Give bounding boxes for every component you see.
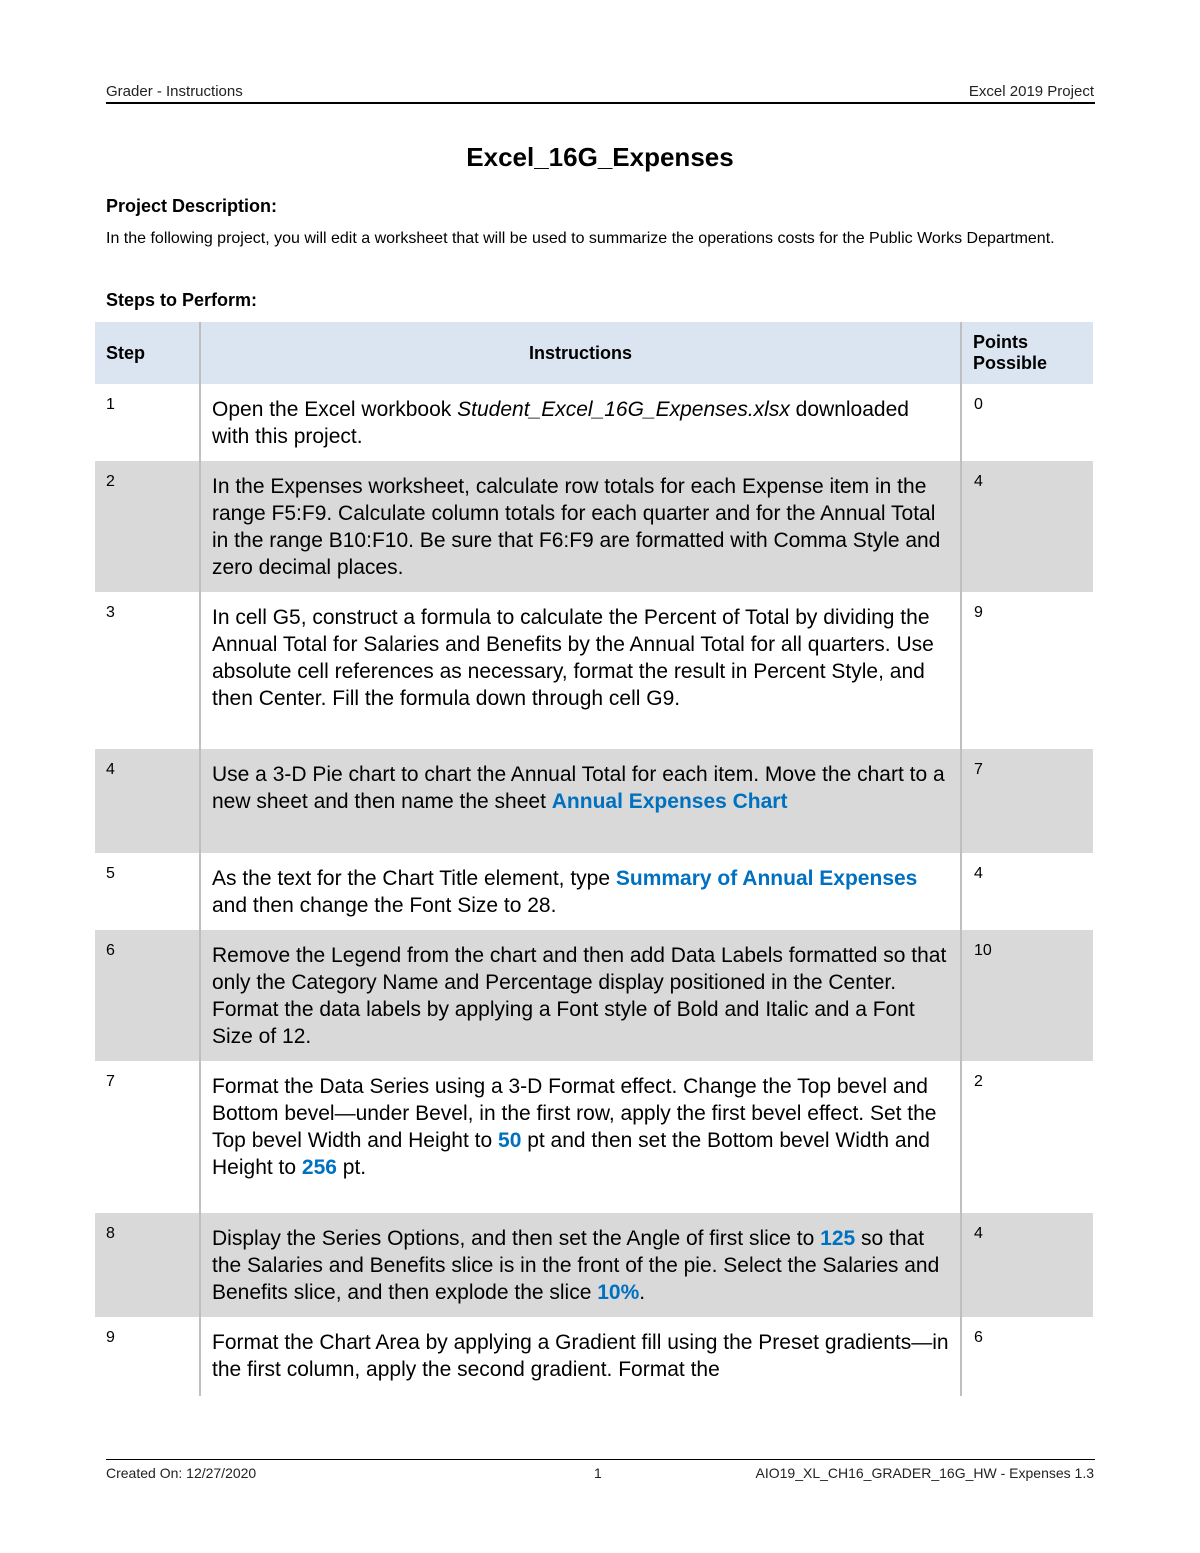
col-header-points: Points Possible [961, 322, 1093, 384]
header-left: Grader - Instructions [106, 83, 243, 100]
table-row [95, 461, 1093, 592]
footer-page-number: 1 [594, 1465, 602, 1481]
step-points: 6 [974, 1329, 983, 1346]
step-number: 6 [95, 930, 200, 1061]
document-title: Excel_16G_Expenses [466, 142, 734, 172]
steps-heading: Steps to Perform: [106, 290, 258, 310]
table-row [95, 930, 1093, 1061]
step-instructions: In cell G5, construct a formula to calculate the Percent of Total by dividing the Annual Total for Salaries and Benefits by the Annual Total for all quarters. Use absolute cell references as necessary, format the result in Percent Style, and then Center. Fill the formula down through cell G9. [200, 592, 961, 749]
step-points: 4 [961, 461, 1093, 592]
step-number: 1 [106, 396, 115, 413]
header-rule [106, 102, 1095, 104]
step-instructions: Format the Data Series using a 3-D Format effect. Change the Top bevel and Bottom bevel—under Bevel, in the first row, apply the first bevel effect. Set the Top bevel Width and Height to 50 pt and then set the Bottom bevel Width and Height to 256 pt. [200, 1061, 961, 1213]
step-number: 4 [95, 749, 200, 853]
highlight-value: 125 [820, 1227, 856, 1250]
step-points: 0 [974, 396, 983, 413]
highlight-value: 50 [498, 1129, 522, 1152]
step-instructions: Use a 3-D Pie chart to chart the Annual Total for each item. Move the chart to a new sheet and then name the sheet Annual Expenses Chart [200, 749, 961, 853]
project-description-heading: Project Description: [106, 196, 278, 216]
table-row [95, 1317, 1093, 1396]
step-points: 4 [961, 1213, 1093, 1317]
step-instructions: Display the Series Options, and then set the Angle of first slice to 125 so that the Salaries and Benefits slice is in the front of the pie. Select the Salaries and Benefits slice, and then explode the slice 10%. [200, 1213, 961, 1317]
step-points: 9 [974, 604, 983, 621]
table-row [95, 1061, 1093, 1213]
col-header-step: Step [95, 322, 200, 384]
step-instructions: In the Expenses worksheet, calculate row totals for each Expense item in the range F5:F9. Calculate column totals for each quarter and for the Annual Total in the range B10:F10. Be sure that F6:F9 are formatted with Comma Style and zero decimal places. [200, 461, 961, 592]
step-number: 7 [106, 1073, 115, 1090]
step-instructions: Open the Excel workbook Student_Excel_16G_Expenses.xlsx downloaded with this project. [200, 384, 961, 461]
step-instructions: As the text for the Chart Title element, type Summary of Annual Expenses and then change the Font Size to 28. [200, 853, 961, 930]
step-number: 8 [95, 1213, 200, 1317]
table-header-row [95, 322, 1093, 384]
highlight-value: 10% [597, 1281, 640, 1304]
page-header [106, 83, 1094, 103]
table-row [95, 384, 1093, 461]
table-row [95, 853, 1093, 930]
footer-created-on: Created On: 12/27/2020 [106, 1465, 257, 1481]
steps-table [95, 322, 1093, 1396]
step-instructions: Remove the Legend from the chart and then add Data Labels formatted so that only the Category Name and Percentage display positioned in the Center. Format the data labels by applying a Font style of Bold and Italic and a Font Size of 12. [200, 930, 961, 1061]
footer-document-id: AIO19_XL_CH16_GRADER_16G_HW - Expenses 1.3 [755, 1465, 1094, 1481]
filename: Student_Excel_16G_Expenses.xlsx [457, 398, 790, 421]
col-header-instructions: Instructions [200, 322, 961, 384]
step-number: 3 [106, 604, 115, 621]
project-description-text: In the following project, you will edit a worksheet that will be used to summarize the operations costs for the Public Works Department. [106, 230, 1055, 247]
step-points: 10 [961, 930, 1093, 1061]
step-number: 9 [106, 1329, 115, 1346]
highlight-chart-title: Summary of Annual Expenses [615, 867, 918, 890]
step-instructions: Format the Chart Area by applying a Gradient fill using the Preset gradients—in the first column, apply the second gradient. Format the [200, 1317, 961, 1396]
highlight-sheet-name: Annual Expenses Chart [551, 790, 788, 813]
footer-rule [106, 1459, 1095, 1460]
highlight-value: 256 [301, 1156, 337, 1179]
table-row [95, 749, 1093, 853]
step-points: 7 [961, 749, 1093, 853]
header-right: Excel 2019 Project [968, 83, 1094, 100]
step-points: 2 [974, 1073, 983, 1090]
step-points: 4 [974, 865, 983, 882]
table-row [95, 592, 1093, 749]
step-number: 2 [95, 461, 200, 592]
table-row [95, 1213, 1093, 1317]
step-number: 5 [106, 865, 115, 882]
